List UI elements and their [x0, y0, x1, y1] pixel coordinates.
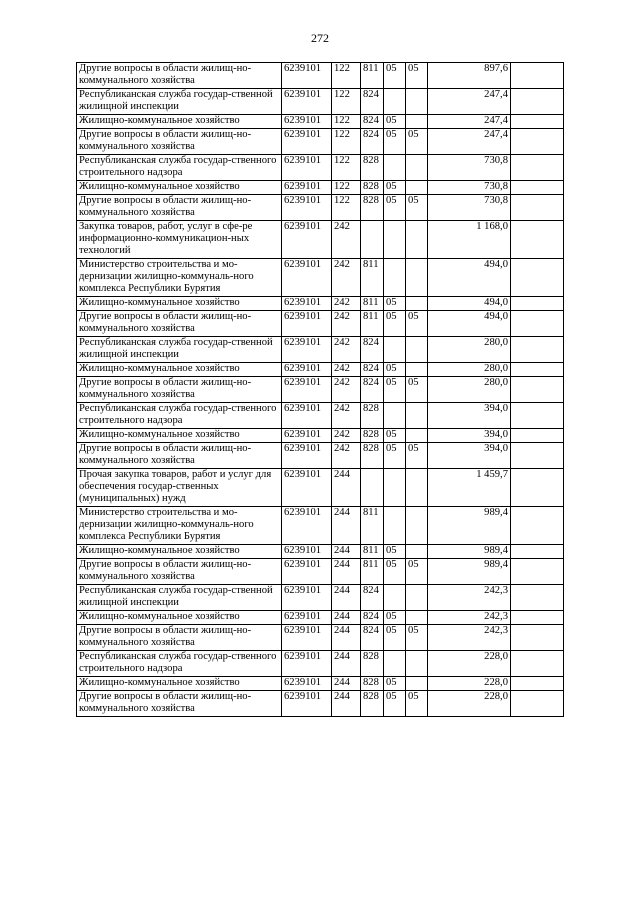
- cell-section: 05: [384, 611, 406, 625]
- cell-extra: [511, 585, 564, 611]
- cell-name: Другие вопросы в области жилищ-но-коммунального хозяйства: [77, 63, 282, 89]
- cell-amount: 494,0: [428, 297, 511, 311]
- cell-expense-type: 242: [332, 337, 361, 363]
- table-row: [77, 469, 564, 507]
- cell-admin-code: [361, 469, 384, 507]
- cell-section: 05: [384, 297, 406, 311]
- cell-subsection: 05: [406, 691, 428, 717]
- cell-code: 6239101: [282, 181, 332, 195]
- cell-name: Другие вопросы в области жилищ-но-коммунального хозяйства: [77, 377, 282, 403]
- table-row: [77, 115, 564, 129]
- cell-name: Жилищно-коммунальное хозяйство: [77, 429, 282, 443]
- cell-expense-type: 242: [332, 429, 361, 443]
- cell-admin-code: 824: [361, 363, 384, 377]
- cell-section: 05: [384, 181, 406, 195]
- cell-name: Другие вопросы в области жилищ-но-коммунального хозяйства: [77, 195, 282, 221]
- cell-code: 6239101: [282, 651, 332, 677]
- cell-subsection: 05: [406, 195, 428, 221]
- cell-subsection: 05: [406, 443, 428, 469]
- table-row: [77, 363, 564, 377]
- cell-extra: [511, 115, 564, 129]
- cell-expense-type: 122: [332, 115, 361, 129]
- cell-code: 6239101: [282, 469, 332, 507]
- cell-expense-type: 244: [332, 677, 361, 691]
- cell-amount: 242,3: [428, 585, 511, 611]
- cell-expense-type: 244: [332, 611, 361, 625]
- cell-code: 6239101: [282, 259, 332, 297]
- cell-name: Жилищно-коммунальное хозяйство: [77, 545, 282, 559]
- cell-code: 6239101: [282, 507, 332, 545]
- cell-admin-code: 811: [361, 507, 384, 545]
- cell-code: 6239101: [282, 155, 332, 181]
- cell-amount: 730,8: [428, 155, 511, 181]
- cell-extra: [511, 181, 564, 195]
- cell-section: 05: [384, 429, 406, 443]
- cell-amount: 228,0: [428, 677, 511, 691]
- cell-subsection: [406, 363, 428, 377]
- cell-amount: 494,0: [428, 259, 511, 297]
- cell-expense-type: 242: [332, 403, 361, 429]
- cell-expense-type: 242: [332, 221, 361, 259]
- cell-expense-type: 242: [332, 443, 361, 469]
- cell-name: Жилищно-коммунальное хозяйство: [77, 363, 282, 377]
- table-row: [77, 545, 564, 559]
- cell-admin-code: 824: [361, 377, 384, 403]
- cell-amount: 730,8: [428, 195, 511, 221]
- cell-subsection: 05: [406, 63, 428, 89]
- cell-admin-code: 828: [361, 443, 384, 469]
- cell-section: [384, 651, 406, 677]
- cell-expense-type: 242: [332, 297, 361, 311]
- cell-admin-code: 824: [361, 625, 384, 651]
- cell-code: 6239101: [282, 691, 332, 717]
- cell-section: 05: [384, 691, 406, 717]
- cell-admin-code: 824: [361, 89, 384, 115]
- cell-amount: 989,4: [428, 507, 511, 545]
- cell-amount: 394,0: [428, 403, 511, 429]
- cell-extra: [511, 155, 564, 181]
- cell-name: Республиканская служба государ-ственного строительного надзора: [77, 403, 282, 429]
- cell-admin-code: 824: [361, 337, 384, 363]
- cell-section: [384, 507, 406, 545]
- cell-extra: [511, 651, 564, 677]
- cell-code: 6239101: [282, 221, 332, 259]
- cell-amount: 280,0: [428, 363, 511, 377]
- cell-admin-code: [361, 221, 384, 259]
- table-row: [77, 297, 564, 311]
- cell-section: [384, 89, 406, 115]
- cell-expense-type: 122: [332, 89, 361, 115]
- cell-admin-code: 828: [361, 195, 384, 221]
- cell-subsection: [406, 585, 428, 611]
- cell-subsection: [406, 89, 428, 115]
- cell-admin-code: 811: [361, 311, 384, 337]
- cell-section: 05: [384, 195, 406, 221]
- cell-admin-code: 824: [361, 611, 384, 625]
- cell-section: [384, 337, 406, 363]
- cell-admin-code: 828: [361, 651, 384, 677]
- cell-admin-code: 811: [361, 545, 384, 559]
- cell-subsection: [406, 651, 428, 677]
- cell-subsection: [406, 611, 428, 625]
- table-body: [77, 63, 564, 717]
- cell-amount: 394,0: [428, 443, 511, 469]
- cell-amount: 394,0: [428, 429, 511, 443]
- cell-subsection: [406, 181, 428, 195]
- table-row: [77, 691, 564, 717]
- cell-subsection: [406, 469, 428, 507]
- cell-extra: [511, 195, 564, 221]
- cell-subsection: 05: [406, 625, 428, 651]
- cell-code: 6239101: [282, 443, 332, 469]
- cell-section: [384, 585, 406, 611]
- cell-extra: [511, 129, 564, 155]
- cell-name: Другие вопросы в области жилищ-но-коммунального хозяйства: [77, 311, 282, 337]
- cell-extra: [511, 63, 564, 89]
- cell-subsection: [406, 221, 428, 259]
- cell-code: 6239101: [282, 429, 332, 443]
- cell-extra: [511, 611, 564, 625]
- cell-subsection: 05: [406, 311, 428, 337]
- cell-code: 6239101: [282, 129, 332, 155]
- cell-expense-type: 242: [332, 377, 361, 403]
- cell-extra: [511, 691, 564, 717]
- cell-code: 6239101: [282, 115, 332, 129]
- cell-expense-type: 122: [332, 181, 361, 195]
- cell-code: 6239101: [282, 363, 332, 377]
- cell-name: Жилищно-коммунальное хозяйство: [77, 297, 282, 311]
- cell-subsection: 05: [406, 559, 428, 585]
- cell-name: Республиканская служба государ-ственной жилищной инспекции: [77, 89, 282, 115]
- table-row: [77, 429, 564, 443]
- table-row: [77, 337, 564, 363]
- cell-code: 6239101: [282, 377, 332, 403]
- cell-code: 6239101: [282, 311, 332, 337]
- cell-section: 05: [384, 363, 406, 377]
- cell-subsection: [406, 259, 428, 297]
- cell-extra: [511, 625, 564, 651]
- cell-extra: [511, 221, 564, 259]
- cell-amount: 989,4: [428, 559, 511, 585]
- cell-extra: [511, 545, 564, 559]
- cell-expense-type: 244: [332, 559, 361, 585]
- cell-admin-code: 828: [361, 181, 384, 195]
- cell-amount: 247,4: [428, 115, 511, 129]
- cell-section: 05: [384, 545, 406, 559]
- cell-admin-code: 828: [361, 691, 384, 717]
- cell-name: Закупка товаров, работ, услуг в сфе-ре информационно-коммуникацион-ных технологий: [77, 221, 282, 259]
- cell-amount: 989,4: [428, 545, 511, 559]
- cell-subsection: [406, 545, 428, 559]
- table-row: [77, 311, 564, 337]
- cell-section: 05: [384, 443, 406, 469]
- cell-expense-type: 244: [332, 691, 361, 717]
- cell-code: 6239101: [282, 63, 332, 89]
- cell-subsection: [406, 403, 428, 429]
- cell-code: 6239101: [282, 337, 332, 363]
- table-row: [77, 377, 564, 403]
- cell-extra: [511, 377, 564, 403]
- cell-name: Республиканская служба государ-ственного строительного надзора: [77, 651, 282, 677]
- table-row: [77, 585, 564, 611]
- cell-admin-code: 811: [361, 259, 384, 297]
- cell-subsection: 05: [406, 377, 428, 403]
- cell-admin-code: 824: [361, 585, 384, 611]
- table-row: [77, 559, 564, 585]
- table-row: [77, 195, 564, 221]
- cell-expense-type: 242: [332, 311, 361, 337]
- cell-name: Другие вопросы в области жилищ-но-коммунального хозяйства: [77, 625, 282, 651]
- cell-name: Министерство строительства и мо-дернизации жилищно-коммуналь-ного комплекса Республики Бурятия: [77, 259, 282, 297]
- cell-subsection: 05: [406, 129, 428, 155]
- cell-expense-type: 122: [332, 63, 361, 89]
- cell-admin-code: 824: [361, 115, 384, 129]
- cell-subsection: [406, 507, 428, 545]
- cell-name: Республиканская служба государ-ственной жилищной инспекции: [77, 337, 282, 363]
- cell-section: [384, 221, 406, 259]
- cell-expense-type: 122: [332, 155, 361, 181]
- cell-section: 05: [384, 115, 406, 129]
- cell-subsection: [406, 115, 428, 129]
- cell-name: Прочая закупка товаров, работ и услуг для обеспечения государ-ственных (муниципальных) нужд: [77, 469, 282, 507]
- cell-extra: [511, 89, 564, 115]
- cell-section: 05: [384, 129, 406, 155]
- cell-extra: [511, 337, 564, 363]
- cell-name: Жилищно-коммунальное хозяйство: [77, 181, 282, 195]
- cell-extra: [511, 507, 564, 545]
- table-row: [77, 155, 564, 181]
- budget-table: [76, 62, 564, 717]
- cell-amount: 242,3: [428, 611, 511, 625]
- cell-section: [384, 155, 406, 181]
- cell-section: 05: [384, 377, 406, 403]
- table-row: [77, 221, 564, 259]
- cell-section: 05: [384, 63, 406, 89]
- cell-subsection: [406, 155, 428, 181]
- cell-expense-type: 244: [332, 507, 361, 545]
- cell-section: [384, 403, 406, 429]
- cell-amount: 242,3: [428, 625, 511, 651]
- cell-name: Республиканская служба государ-ственного строительного надзора: [77, 155, 282, 181]
- table-row: [77, 443, 564, 469]
- cell-name: Другие вопросы в области жилищ-но-коммунального хозяйства: [77, 691, 282, 717]
- cell-name: Министерство строительства и мо-дернизации жилищно-коммуналь-ного комплекса Республики Бурятия: [77, 507, 282, 545]
- cell-name: Жилищно-коммунальное хозяйство: [77, 677, 282, 691]
- cell-amount: 228,0: [428, 691, 511, 717]
- cell-amount: 1 459,7: [428, 469, 511, 507]
- table-row: [77, 677, 564, 691]
- cell-extra: [511, 297, 564, 311]
- cell-name: Другие вопросы в области жилищ-но-коммунального хозяйства: [77, 559, 282, 585]
- cell-code: 6239101: [282, 195, 332, 221]
- cell-extra: [511, 363, 564, 377]
- cell-amount: 730,8: [428, 181, 511, 195]
- cell-code: 6239101: [282, 625, 332, 651]
- cell-section: 05: [384, 559, 406, 585]
- cell-code: 6239101: [282, 403, 332, 429]
- cell-code: 6239101: [282, 611, 332, 625]
- table-row: [77, 611, 564, 625]
- cell-code: 6239101: [282, 297, 332, 311]
- cell-section: 05: [384, 677, 406, 691]
- cell-extra: [511, 469, 564, 507]
- cell-admin-code: 811: [361, 559, 384, 585]
- cell-amount: 247,4: [428, 89, 511, 115]
- cell-section: [384, 259, 406, 297]
- cell-expense-type: 242: [332, 363, 361, 377]
- cell-expense-type: 244: [332, 545, 361, 559]
- cell-amount: 1 168,0: [428, 221, 511, 259]
- cell-expense-type: 242: [332, 259, 361, 297]
- cell-admin-code: 828: [361, 429, 384, 443]
- cell-admin-code: 811: [361, 63, 384, 89]
- cell-extra: [511, 429, 564, 443]
- cell-extra: [511, 311, 564, 337]
- cell-expense-type: 244: [332, 651, 361, 677]
- cell-name: Жилищно-коммунальное хозяйство: [77, 611, 282, 625]
- cell-extra: [511, 443, 564, 469]
- cell-amount: 280,0: [428, 337, 511, 363]
- cell-section: 05: [384, 625, 406, 651]
- table-row: [77, 259, 564, 297]
- cell-amount: 280,0: [428, 377, 511, 403]
- cell-name: Республиканская служба государ-ственной жилищной инспекции: [77, 585, 282, 611]
- cell-code: 6239101: [282, 545, 332, 559]
- cell-amount: 247,4: [428, 129, 511, 155]
- cell-name: Жилищно-коммунальное хозяйство: [77, 115, 282, 129]
- table-row: [77, 507, 564, 545]
- cell-extra: [511, 403, 564, 429]
- cell-amount: 228,0: [428, 651, 511, 677]
- cell-extra: [511, 559, 564, 585]
- cell-code: 6239101: [282, 677, 332, 691]
- cell-code: 6239101: [282, 89, 332, 115]
- cell-extra: [511, 259, 564, 297]
- cell-admin-code: 828: [361, 677, 384, 691]
- cell-subsection: [406, 677, 428, 691]
- table-row: [77, 181, 564, 195]
- cell-section: 05: [384, 311, 406, 337]
- cell-section: [384, 469, 406, 507]
- cell-expense-type: 244: [332, 585, 361, 611]
- cell-amount: 897,6: [428, 63, 511, 89]
- cell-name: Другие вопросы в области жилищ-но-коммунального хозяйства: [77, 129, 282, 155]
- cell-expense-type: 244: [332, 625, 361, 651]
- table-row: [77, 89, 564, 115]
- cell-admin-code: 828: [361, 403, 384, 429]
- cell-expense-type: 122: [332, 129, 361, 155]
- table-row: [77, 403, 564, 429]
- table-row: [77, 651, 564, 677]
- cell-code: 6239101: [282, 585, 332, 611]
- cell-subsection: [406, 429, 428, 443]
- cell-admin-code: 824: [361, 129, 384, 155]
- table-row: [77, 63, 564, 89]
- cell-expense-type: 122: [332, 195, 361, 221]
- cell-admin-code: 828: [361, 155, 384, 181]
- cell-subsection: [406, 297, 428, 311]
- cell-subsection: [406, 337, 428, 363]
- table-row: [77, 129, 564, 155]
- cell-admin-code: 811: [361, 297, 384, 311]
- cell-expense-type: 244: [332, 469, 361, 507]
- cell-extra: [511, 677, 564, 691]
- cell-name: Другие вопросы в области жилищ-но-коммунального хозяйства: [77, 443, 282, 469]
- table-row: [77, 625, 564, 651]
- cell-code: 6239101: [282, 559, 332, 585]
- cell-amount: 494,0: [428, 311, 511, 337]
- page-number: 272: [311, 31, 329, 45]
